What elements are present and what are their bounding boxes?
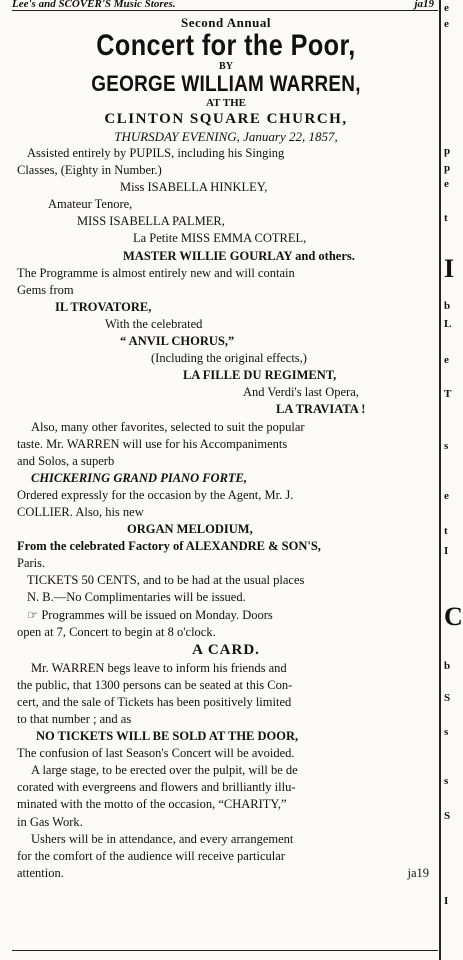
ad-line: And Verdi's last Opera, [243,385,359,400]
card-line: minated with the motto of the occasion, “CHARITY,” [17,797,287,812]
ad-line: IL TROVATORE, [55,299,152,314]
frag: t [444,212,448,224]
frag: e [444,490,449,502]
ad-line: Also, many other favorites, selected to suit the popular [31,419,305,434]
ad-line: open at 7, Concert to begin at 8 o'clock. [17,624,216,639]
ad-line: Classes, (Eighty in Number.) [17,163,162,178]
concert-date: THURSDAY EVENING, January 22, 1857, [114,129,338,144]
ad-line: La Petite MISS EMMA COTREL, [133,231,307,246]
frag: p [444,145,451,157]
ad-title: Concert for the Poor, [96,29,356,62]
adjacent-column-fragment [443,0,463,960]
card-line: in Gas Work. [17,814,83,829]
ad-line: (Including the original effects,) [151,351,307,366]
card-line: The confusion of last Season's Concert will be avoided. [17,746,295,761]
ad-line: taste. Mr. WARREN will use for his Accompaniments [17,436,288,451]
frag: S [444,810,451,822]
frag: I [444,545,449,557]
frag: S [444,692,451,704]
ad-line: LA FILLE DU REGIMENT, [183,368,337,383]
venue-name: CLINTON SQUARE CHURCH, [104,111,348,127]
ad-line: Paris. [17,556,46,571]
ad-line: and Solos, a superb [17,453,115,468]
header-ref: ja19 [414,0,434,10]
card-line: cert, and the sale of Tickets has been positively limited [17,694,292,709]
ad-line: MISS ISABELLA PALMER, [77,214,225,229]
frag: I [444,254,455,283]
card-line: for the comfort of the audience will receive particular [17,848,285,863]
previous-ad-tail [12,0,436,9]
frag: b [444,660,451,672]
ad-line: TICKETS 50 CENTS, and to be had at the usual places [27,573,305,588]
card-line: A large stage, to be erected over the pulpit, will be de [31,763,298,778]
concert-advertisement [17,14,435,882]
ad-at: AT THE [205,97,247,109]
frag: p [444,162,451,174]
frag: e [444,18,449,30]
card-line: Mr. WARREN begs leave to inform his friends and [31,660,287,675]
top-rule [12,10,438,11]
card-line: corated with evergreens and flowers and brilliantly illu- [17,780,296,795]
card-line: the public, that 1300 persons can be seated at this Con- [17,677,293,692]
ad-line: COLLIER. Also, his new [17,504,144,519]
frag: e [444,2,449,14]
closing-ref: ja19 [407,865,429,880]
ad-line: Gems from [17,282,74,297]
ad-line: MASTER WILLIE GOURLAY and others. [123,248,355,263]
card-line: Ushers will be in attendance, and every arrangement [31,831,294,846]
card-line: NO TICKETS WILL BE SOLD AT THE DOOR, [36,729,299,744]
card-line-closing [17,865,435,882]
frag: T [444,388,452,400]
frag: e [444,354,449,366]
card-heading: A CARD. [192,641,260,658]
ad-line: “ ANVIL CHORUS,” [120,334,235,349]
frag: b [444,300,451,312]
ad-line: ORGAN MELODIUM, [127,522,253,537]
ad-line: Ordered expressly for the occasion by the Agent, Mr. J. [17,487,294,502]
ad-by: BY [219,61,233,72]
frag: t [444,525,448,537]
frag: s [444,440,449,452]
ad-line: CHICKERING GRAND PIANO FORTE, [31,470,248,485]
ad-line: ☞ Programmes will be issued on Monday. Doors [27,607,273,622]
ad-line: Assisted entirely by PUPILS, including his Singing [27,146,285,160]
ad-line: N. B.—No Complimentaries will be issued. [27,590,246,605]
ad-line: Miss ISABELLA HINKLEY, [120,180,268,195]
ad-kicker: Second Annual [181,15,271,30]
ad-line: Amateur Tenore, [48,197,133,212]
ad-line: With the celebrated [105,316,203,331]
frag: L [444,318,452,330]
ad-line: From the celebrated Factory of ALEXANDRE & SON'S, [17,539,321,554]
performer-name: GEORGE WILLIAM WARREN, [91,71,361,96]
ad-line: The Programme is almost entirely new and will contain [17,265,295,280]
frag: s [444,726,449,738]
frag: I [444,895,449,907]
closing-text: attention. [17,865,64,880]
frag: C [444,602,463,631]
card-line: to that number ; and as [17,712,132,726]
frag: e [444,178,449,190]
ad-line: LA TRAVIATA ! [276,402,366,417]
column-rule [439,0,441,960]
frag: s [444,775,449,787]
masthead-fragment: Lee's and SCOVER'S Music Stores. [12,0,176,10]
bottom-rule [12,950,438,951]
